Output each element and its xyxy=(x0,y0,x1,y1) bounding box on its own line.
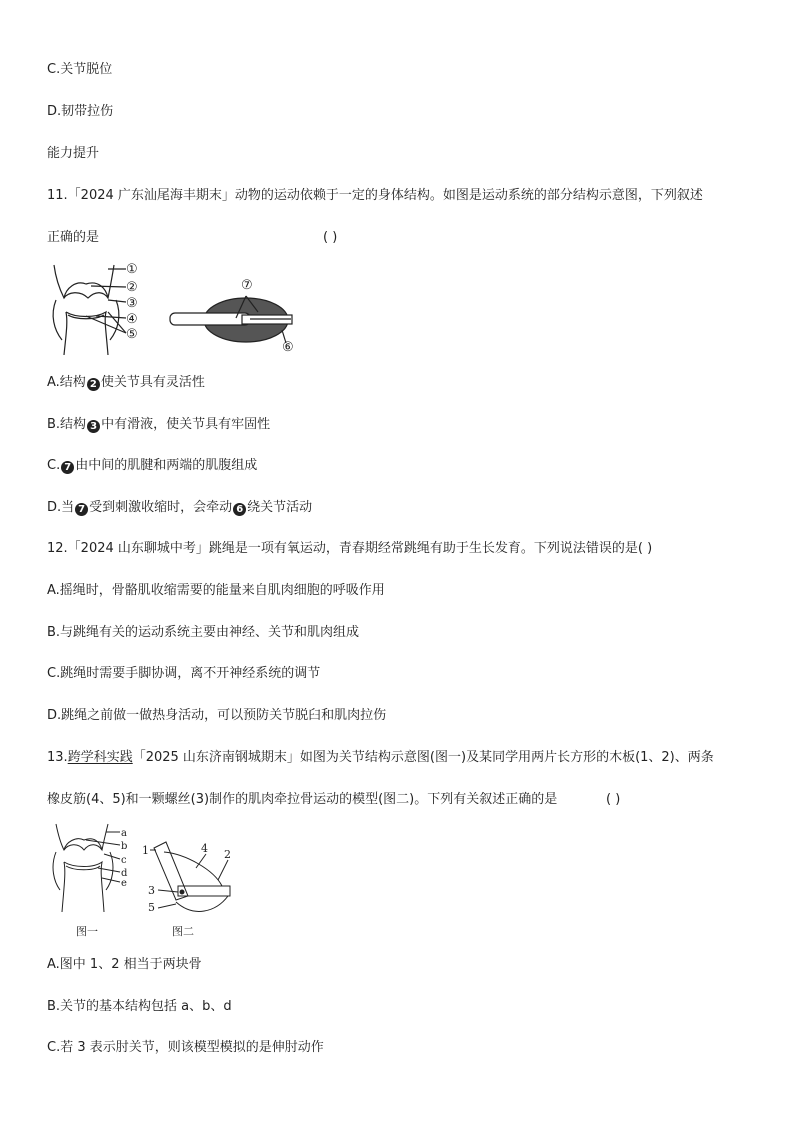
question-12-option-d: D.跳绳之前做一做热身活动，可以预防关节脱臼和肌肉拉伤 xyxy=(47,708,387,723)
circled-number-2: 2 xyxy=(87,378,100,391)
option-c-previous: C.关节脱位 xyxy=(47,62,113,77)
question-13-stem-cont: 橡皮筋(4、5)和一颗螺丝(3)制作的肌肉牵拉骨运动的模型(图二)。下列有关叙述正确的是 xyxy=(47,792,558,807)
joint-structure-figure xyxy=(46,260,306,360)
label-2: ② xyxy=(126,280,138,295)
fig1-label-a: a xyxy=(121,828,127,839)
answer-blank: ( ) xyxy=(323,230,338,245)
fig1-label-c: c xyxy=(121,855,127,866)
subject-tag: 跨学科实践 xyxy=(67,750,133,765)
circled-number-3: 3 xyxy=(87,420,100,433)
question-11-option-b: B.结构 3 中有滑液，使关节具有牢固性 xyxy=(47,417,271,432)
question-11-stem: 11.「2024 广东汕尾海丰期末」动物的运动依赖于一定的身体结构。如图是运动系统的部分结构示意图，下列叙述 xyxy=(47,188,703,203)
label-1: ① xyxy=(126,262,138,277)
fig2-label-2: 2 xyxy=(224,848,231,861)
question-12-option-c: C.跳绳时需要手脚协调，离不开神经系统的调节 xyxy=(47,666,321,681)
label-5: ⑤ xyxy=(126,327,138,342)
joint-model-figure xyxy=(46,822,246,942)
question-11-option-a: A.结构 2 使关节具有灵活性 xyxy=(47,375,205,390)
fig2-label-4: 4 xyxy=(201,842,208,855)
question-13-option-b: B.关节的基本结构包括 a、b、d xyxy=(47,999,232,1014)
fig2-caption: 图二 xyxy=(172,925,194,938)
question-11-option-d: D.当 7 受到刺激收缩时，会牵动 6 绕关节活动 xyxy=(47,500,313,515)
section-heading: 能力提升 xyxy=(47,146,100,161)
fig2-label-3: 3 xyxy=(148,884,155,897)
question-12-option-a: A.摇绳时，骨骼肌收缩需要的能量来自肌肉细胞的呼吸作用 xyxy=(47,583,385,598)
label-6: ⑥ xyxy=(282,340,294,355)
option-d-previous: D.韧带拉伤 xyxy=(47,104,114,119)
question-11-stem-cont: 正确的是 xyxy=(47,230,100,245)
circled-number-6: 6 xyxy=(233,503,246,516)
label-7: ⑦ xyxy=(241,278,253,293)
fig2-label-1: 1 xyxy=(142,844,149,857)
question-13-option-a: A.图中 1、2 相当于两块骨 xyxy=(47,957,202,972)
question-13-stem: 13.跨学科实践「2025 山东济南钢城期末」如图为关节结构示意图(图一)及某同学用两片长方形的木板(1、2)、两条 xyxy=(47,750,714,765)
circled-number-7: 7 xyxy=(61,461,74,474)
question-11-option-c: C. 7 由中间的肌腱和两端的肌腹组成 xyxy=(47,458,258,473)
fig2-label-5: 5 xyxy=(148,901,155,914)
fig1-label-b: b xyxy=(121,841,128,852)
fig1-label-e: e xyxy=(121,878,127,889)
label-3: ③ xyxy=(126,296,138,311)
answer-blank: ( ) xyxy=(606,792,621,807)
circled-number-7: 7 xyxy=(75,503,88,516)
fig1-caption: 图一 xyxy=(76,925,98,938)
question-13-option-c: C.若 3 表示肘关节，则该模型模拟的是伸肘动作 xyxy=(47,1040,324,1055)
fig1-label-d: d xyxy=(121,868,128,879)
question-12-stem: 12.「2024 山东聊城中考」跳绳是一项有氧运动，青春期经常跳绳有助于生长发育。下列说法错误的是( ) xyxy=(47,541,653,556)
label-4: ④ xyxy=(126,312,138,327)
question-12-option-b: B.与跳绳有关的运动系统主要由神经、关节和肌肉组成 xyxy=(47,625,360,640)
